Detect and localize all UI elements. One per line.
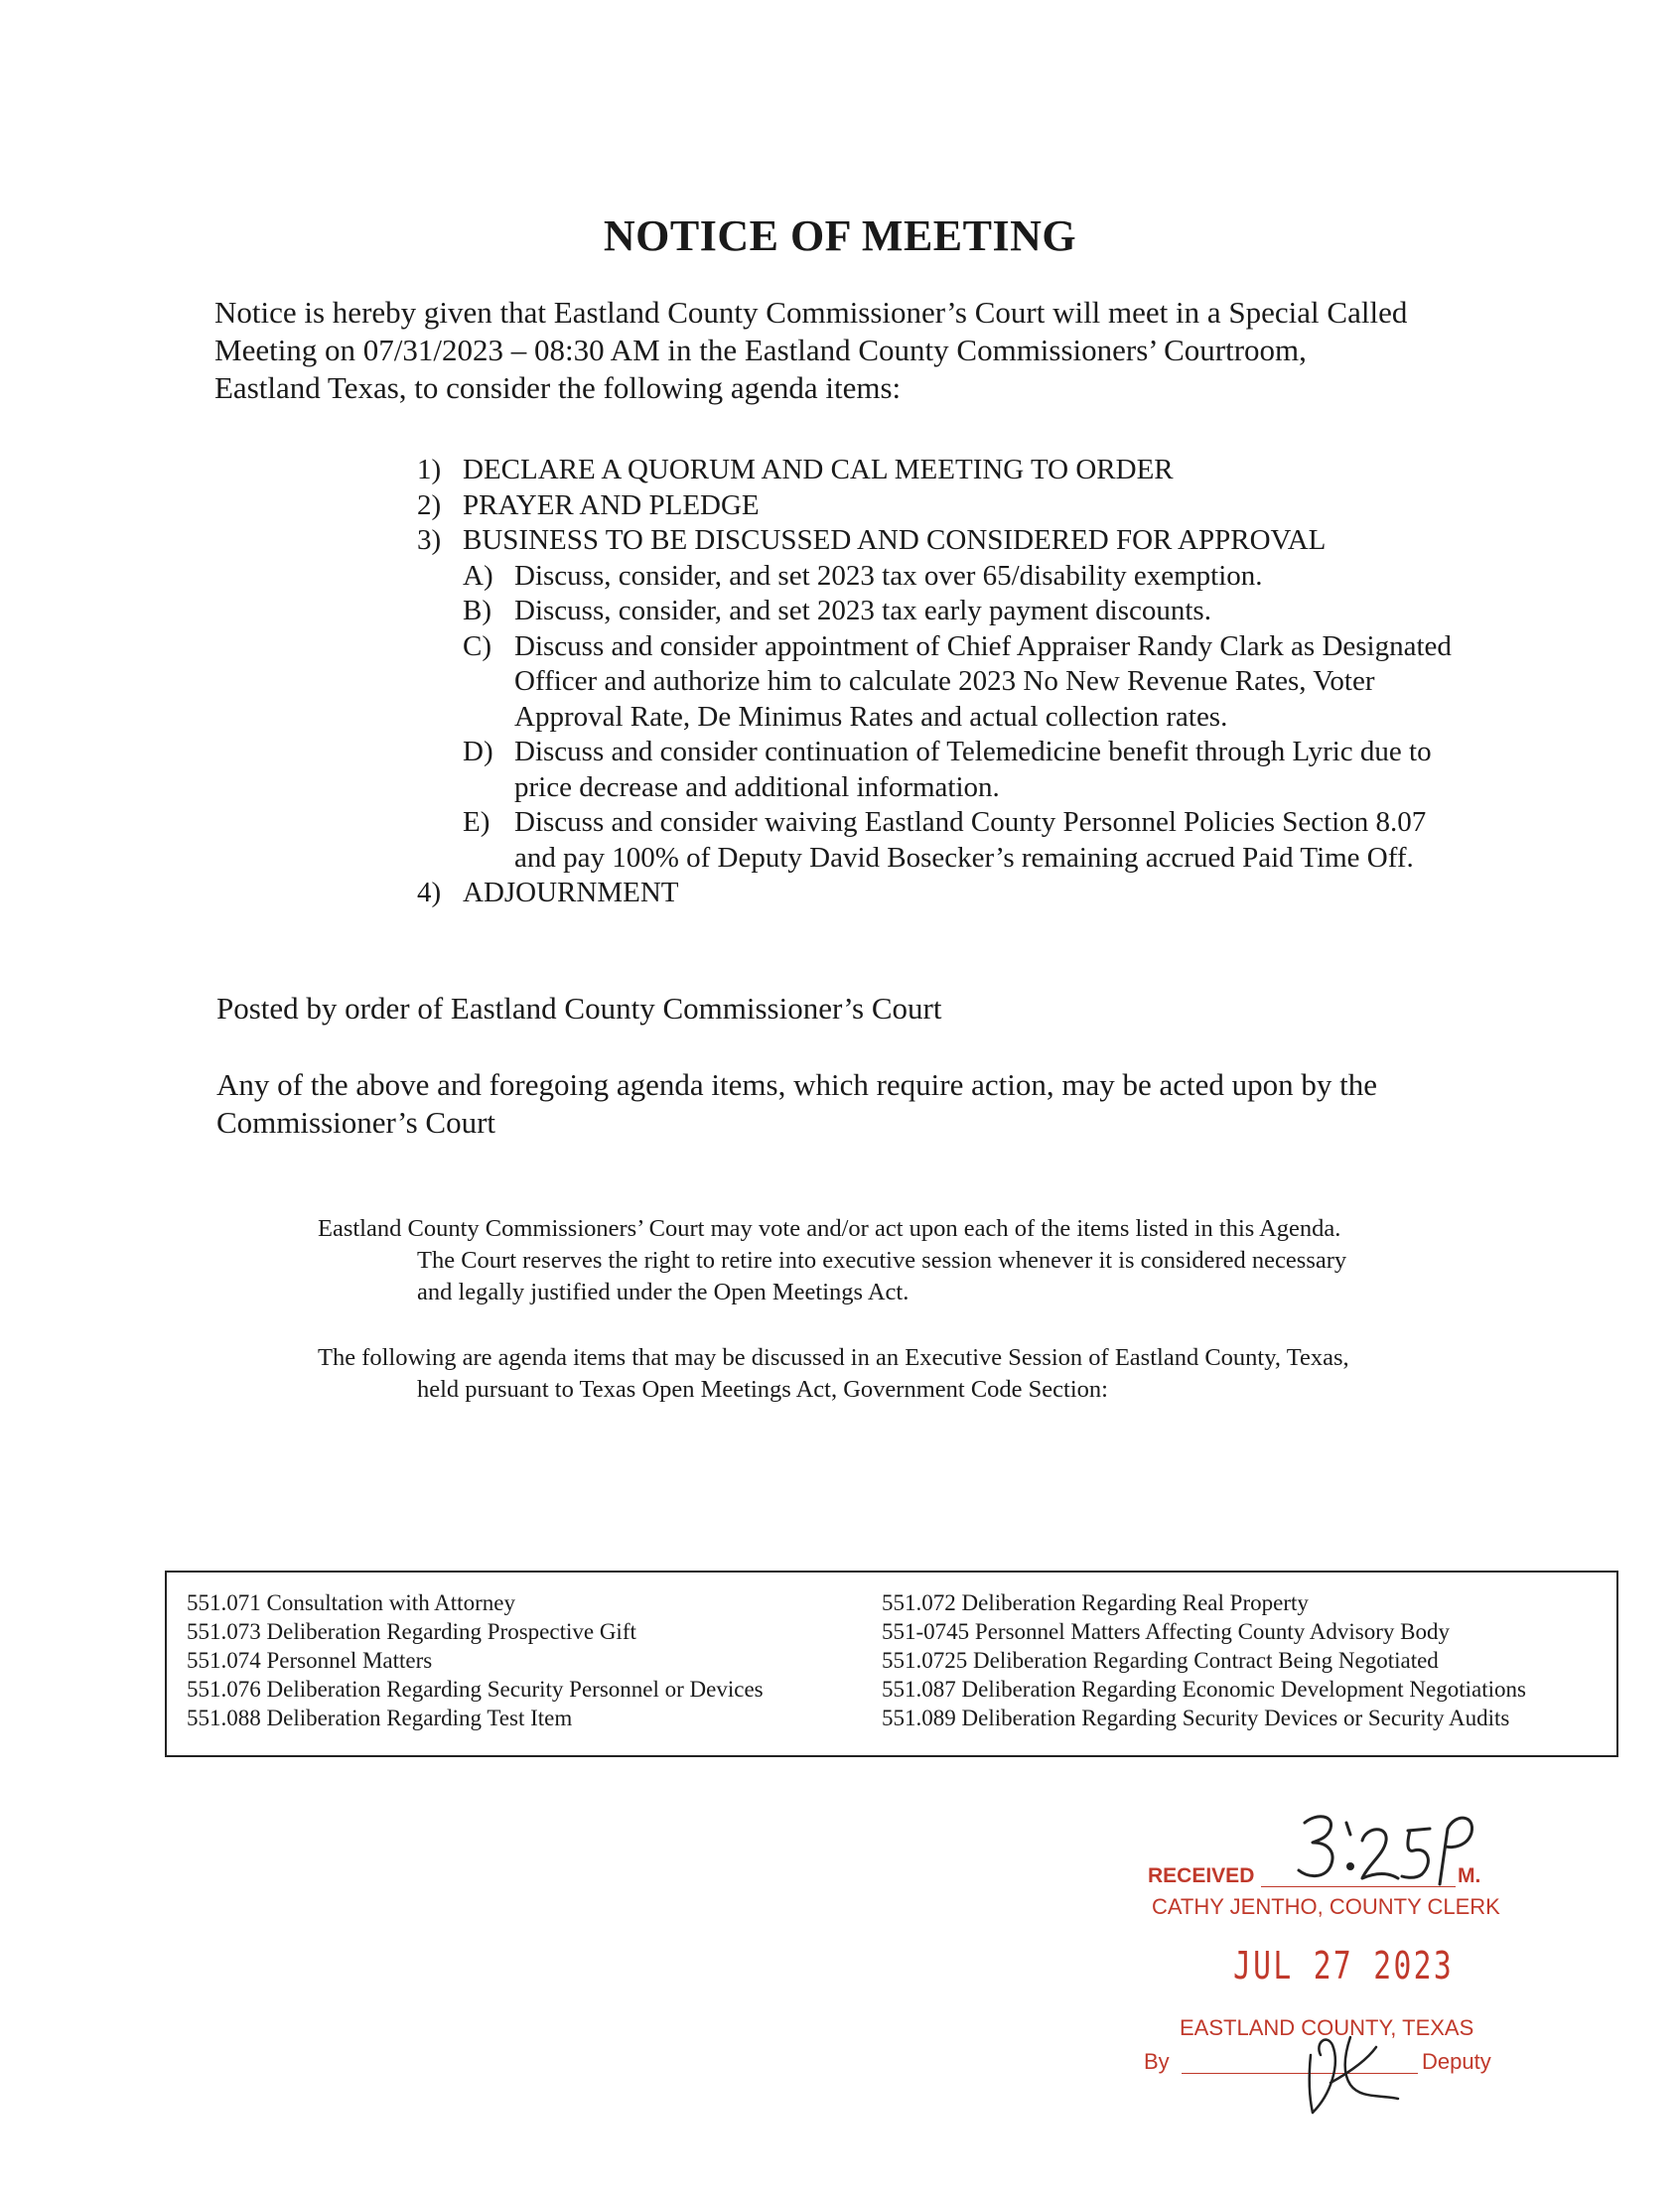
executive-session-note: [318, 1342, 1507, 1406]
agenda-subitem-line: Discuss and consider waiving Eastland County Personnel Policies Section 8.07: [514, 806, 1427, 838]
action-notice-line: Commissioner’s Court: [216, 1105, 496, 1140]
agenda-subitem-text: [514, 735, 1529, 805]
stamp-received-label: RECEIVED: [1148, 1864, 1255, 1887]
agenda-subitem-line: price decrease and additional information.: [514, 770, 1000, 803]
court-note-line: and legally justified under the Open Meetings Act.: [417, 1279, 910, 1305]
intro-line: Meeting on 07/31/2023 – 08:30 AM in the Eastland County Commissioners’ Courtroom,: [214, 333, 1307, 367]
agenda-item-text: BUSINESS TO BE DISCUSSED AND CONSIDERED FOR APPROVAL: [463, 524, 1327, 556]
agenda-item-number: 2): [417, 488, 442, 521]
code-entry: 551-0745 Personnel Matters Affecting County Advisory Body: [882, 1619, 1450, 1644]
exec-note-line: The following are agenda items that may be discussed in an Executive Session of Eastland County, Texas,: [318, 1344, 1349, 1371]
posted-by-text: Posted by order of Eastland County Commissioner’s Court: [216, 991, 942, 1026]
agenda-item-number: 4): [417, 877, 442, 908]
stamp-date: JUL 27 2023: [1233, 1944, 1455, 1987]
agenda-subitem-line: Approval Rate, De Minimus Rates and actual collection rates.: [514, 700, 1228, 733]
agenda-item-text: ADJOURNMENT: [463, 877, 679, 908]
agenda-subitem-letter: C): [463, 629, 491, 662]
code-entry: 551.073 Deliberation Regarding Prospective Gift: [187, 1619, 636, 1644]
agenda-subitem-letter: D): [463, 736, 493, 767]
court-note-line: Eastland County Commissioners’ Court may vote and/or act upon each of the items listed in this Agenda.: [318, 1215, 1341, 1242]
stamp-by-label: By: [1144, 2049, 1170, 2074]
agenda-subitem-text: [514, 559, 1529, 595]
code-entry: 551.074 Personnel Matters: [187, 1648, 433, 1673]
court-rights-note: [318, 1213, 1507, 1308]
agenda-subitem-text: [514, 805, 1529, 876]
agenda-subitem-line: Discuss and consider appointment of Chief Appraiser Randy Clark as Designated: [514, 629, 1452, 662]
government-code-box: [165, 1571, 1618, 1757]
agenda-subitem-line: Discuss, consider, and set 2023 tax over 65/disability exemption.: [514, 559, 1263, 592]
stamp-m-label: M.: [1458, 1864, 1481, 1887]
agenda-subitem-text: [514, 629, 1529, 736]
agenda-item-number: 1): [417, 454, 442, 485]
action-notice: [216, 1066, 1507, 1142]
agenda-subitem-line: Discuss, consider, and set 2023 tax early payment discounts.: [514, 595, 1211, 626]
code-entry: 551.088 Deliberation Regarding Test Item: [187, 1706, 573, 1730]
stamp-county: EASTLAND COUNTY, TEXAS: [1180, 2015, 1474, 2040]
agenda-subitem: [463, 559, 1529, 595]
agenda-item: [417, 488, 1529, 524]
stamp-deputy-label: Deputy: [1422, 2049, 1491, 2074]
agenda-item-number: 3): [417, 524, 442, 556]
agenda-list: [417, 453, 1529, 911]
code-entry: 551.072 Deliberation Regarding Real Property: [882, 1590, 1309, 1615]
action-notice-line: Any of the above and foregoing agenda items, which require action, may be acted upon by the: [216, 1067, 1377, 1102]
agenda-item: [417, 876, 1529, 911]
agenda-subitem-line: Officer and authorize him to calculate 2023 No New Revenue Rates, Voter: [514, 665, 1375, 697]
deputy-signature: [1291, 2025, 1420, 2124]
intro-paragraph: [214, 294, 1495, 407]
agenda-item: [417, 453, 1529, 488]
court-note-line: The Court reserves the right to retire into executive session whenever it is considered necessary: [417, 1247, 1347, 1274]
agenda-subitem-letter: A): [463, 559, 493, 592]
code-entry: 551.071 Consultation with Attorney: [187, 1590, 515, 1615]
exec-note-line: held pursuant to Texas Open Meetings Act, Government Code Section:: [417, 1376, 1108, 1403]
agenda-subitem-line: and pay 100% of Deputy David Bosecker’s remaining accrued Paid Time Off.: [514, 841, 1414, 874]
agenda-subitem: [463, 805, 1529, 876]
code-entry: 551.0725 Deliberation Regarding Contract Being Negotiated: [882, 1648, 1439, 1673]
page-title: NOTICE OF MEETING: [603, 211, 1077, 260]
agenda-subitem-letter: B): [463, 595, 491, 626]
agenda-subitem-letter: E): [463, 806, 490, 838]
handwritten-time: [1291, 1807, 1479, 1890]
code-column-right: [882, 1588, 1526, 1732]
intro-line: Eastland Texas, to consider the following agenda items:: [214, 370, 902, 405]
stamp-clerk-name: CATHY JENTHO, COUNTY CLERK: [1152, 1894, 1500, 1919]
received-stamp: [1142, 1807, 1539, 2144]
code-entry: 551.089 Deliberation Regarding Security Devices or Security Audits: [882, 1706, 1510, 1730]
agenda-item: [417, 523, 1529, 559]
agenda-item-text: PRAYER AND PLEDGE: [463, 488, 760, 521]
agenda-subitem: [463, 735, 1529, 805]
code-entry: 551.076 Deliberation Regarding Security Personnel or Devices: [187, 1677, 764, 1702]
intro-line: Notice is hereby given that Eastland County Commissioner’s Court will meet in a Special Called: [214, 295, 1408, 330]
agenda-subitem-line: Discuss and consider continuation of Telemedicine benefit through Lyric due to: [514, 736, 1432, 767]
code-entry: 551.087 Deliberation Regarding Economic Development Negotiations: [882, 1677, 1526, 1702]
agenda-item-text: DECLARE A QUORUM AND CAL MEETING TO ORDER: [463, 454, 1174, 485]
code-column-left: [187, 1588, 764, 1732]
agenda-subitem: [463, 629, 1529, 736]
agenda-subitem: [463, 594, 1529, 629]
agenda-subitem-text: [514, 594, 1529, 629]
